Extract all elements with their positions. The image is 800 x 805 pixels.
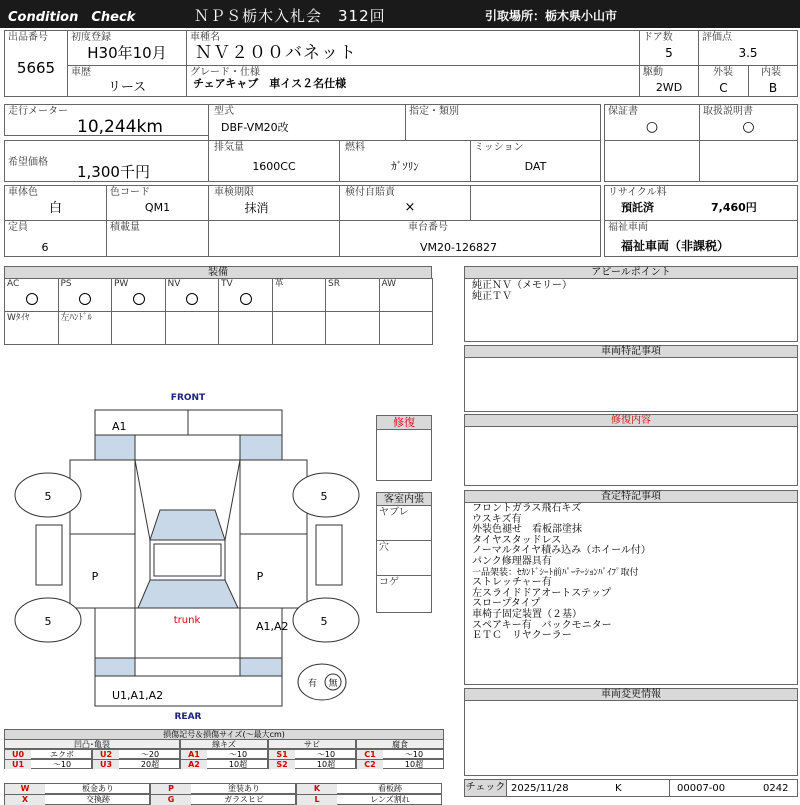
check-divider — [669, 780, 670, 796]
blank-box-1 — [604, 140, 700, 182]
repair-content-box — [464, 426, 798, 486]
reg-label: 初度登録 — [71, 32, 111, 43]
ext-label: 外装 — [713, 67, 733, 78]
grade-box — [186, 65, 640, 97]
repair-header: 修復 — [376, 415, 432, 430]
score-value: 3.5 — [738, 46, 758, 60]
equip-nv — [165, 278, 220, 312]
int-value: B — [768, 81, 778, 95]
name-label: 車種名 — [190, 32, 220, 43]
model-label: 型式 — [214, 106, 234, 117]
model-value: DBF-VM20改 — [221, 121, 289, 134]
mission-label: ミッション — [474, 142, 524, 153]
chassis-value: VM20-126827 — [420, 241, 497, 254]
displacement-label: 排気量 — [214, 142, 244, 153]
fuel-box — [339, 140, 471, 182]
mark-wheel-fr: 5 — [320, 490, 328, 503]
mark-a1-front: A1 — [112, 420, 127, 433]
header-bar — [0, 0, 800, 28]
int-label: 内装 — [761, 67, 781, 78]
warranty-box — [604, 104, 700, 141]
equip-key: TV — [221, 279, 233, 289]
equip-extra-cell — [165, 311, 220, 345]
legend-meaning: 10超 — [316, 760, 336, 769]
displacement-value: 1600CC — [252, 160, 296, 173]
equip-extra-key: Wﾀｲﾔ — [7, 313, 30, 323]
interior-header: 客室内張 — [376, 492, 432, 506]
history-box — [67, 65, 187, 97]
colorcode-label: 色コード — [110, 187, 150, 198]
ext-value: C — [719, 81, 728, 95]
first-registration: H30年10月 — [87, 44, 167, 62]
mission-value: DAT — [524, 160, 547, 173]
pickup-location: 引取場所：栃木県小山市 — [485, 9, 618, 23]
lot-number: 5665 — [16, 59, 56, 77]
legend-meaning: 板金あり — [82, 784, 114, 793]
right-mirror — [316, 525, 342, 585]
legend-code: U3 — [93, 760, 119, 769]
equip-革 — [272, 278, 327, 312]
legend-meaning: 10超 — [228, 760, 248, 769]
legend-code: X — [5, 795, 45, 805]
blank-box-3 — [470, 185, 601, 221]
appeal-header: アピールポイント — [464, 266, 798, 279]
legend-code: K — [297, 784, 337, 794]
equip-sr — [325, 278, 380, 312]
grade-value: チェアキャブ 車イス２名仕様 — [193, 77, 347, 90]
price-value: 1,300千円 — [77, 163, 150, 181]
inspection-box — [208, 185, 340, 221]
int-box — [748, 65, 798, 97]
legend-meaning: 交換跡 — [86, 795, 110, 804]
chassis-box — [339, 220, 601, 257]
equip-key: PS — [60, 279, 72, 289]
equip-extra-cell — [218, 311, 273, 345]
car-name: ＮＶ２００バネット — [195, 43, 357, 63]
equip-ac — [4, 278, 59, 312]
mileage-value: 10,244km — [77, 117, 163, 137]
legend-code: S2 — [269, 760, 295, 769]
legend-cell — [180, 749, 268, 759]
check-number: 00007-00 — [677, 783, 726, 794]
inspection-line: 車椅子固定装置（２基） — [472, 608, 582, 620]
price-label: 希望価格 — [8, 157, 48, 168]
liability-value: × — [404, 200, 416, 215]
legend-meaning: ～10 — [52, 760, 72, 769]
welfare-value: 福祉車両（非課税） — [621, 239, 730, 253]
interior-burn-box — [376, 575, 432, 613]
capacity-value: 6 — [41, 241, 49, 254]
trunk-label: trunk — [173, 615, 201, 626]
chassis-label: 車台番号 — [408, 222, 448, 233]
legend-table — [4, 739, 444, 805]
legend-meaning: ～10 — [316, 750, 336, 759]
recycle-box — [604, 185, 798, 221]
legend-cell — [180, 759, 268, 769]
ext-box — [698, 65, 749, 97]
equip-ps — [58, 278, 113, 312]
legend-meaning: ～20 — [140, 750, 160, 759]
equip-extra-key: 左ﾊﾝﾄﾞﾙ — [60, 313, 93, 323]
legend-code: W — [5, 784, 45, 794]
legend-meaning: 20超 — [140, 760, 160, 769]
score-label: 評価点 — [702, 32, 732, 43]
equip-on-mark — [79, 293, 91, 305]
colorcode-value: QM1 — [144, 201, 171, 214]
manual-value: ○ — [742, 119, 755, 135]
equip-extra-cell — [58, 311, 113, 345]
model-box — [208, 104, 406, 141]
displacement-box — [208, 140, 340, 182]
grade-label: グレード・仕様 — [190, 67, 260, 78]
equip-extra-cell — [272, 311, 327, 345]
equip-extra-cell — [4, 311, 59, 345]
welfare-box — [604, 220, 798, 257]
doors-box — [639, 30, 699, 66]
legend-code: P — [151, 784, 191, 794]
legend-cell — [92, 759, 180, 769]
special-box — [464, 357, 798, 412]
legend-code-cell — [150, 783, 296, 794]
load-label: 積載量 — [110, 222, 140, 233]
legend-cell — [268, 749, 356, 759]
mark-wheel-fl: 5 — [44, 490, 52, 503]
inspection-line: ＥＴＣ リヤクーラー — [472, 630, 572, 642]
change-box — [464, 700, 798, 776]
welfare-label: 福祉車両 — [608, 222, 648, 233]
legend-cell — [4, 749, 92, 759]
legend-meaning: レンズ割れ — [370, 795, 410, 804]
mark-p-left: P — [91, 570, 99, 583]
mark-a1a2-right: A1,A2 — [256, 620, 289, 633]
mark-bottom: U1,A1,A2 — [112, 689, 164, 702]
drive-value: 2WD — [655, 81, 683, 94]
legend-cell — [356, 749, 444, 759]
brand-title: Condition Check — [8, 10, 136, 25]
equip-on-mark — [240, 293, 252, 305]
interior-hole-box — [376, 540, 432, 576]
equip-key: 革 — [274, 279, 284, 289]
check-number-2: 0242 — [763, 783, 789, 794]
left-mirror — [36, 525, 62, 585]
check-code: K — [615, 783, 622, 794]
equip-key: PW — [114, 279, 129, 289]
drive-label: 駆動 — [643, 67, 663, 78]
history-value: リース — [107, 80, 147, 95]
equip-aw — [379, 278, 434, 312]
warranty-value: ○ — [645, 119, 659, 135]
legend-code: G — [151, 795, 191, 805]
legend-group: 腐食 — [356, 739, 444, 749]
legend-cell — [92, 749, 180, 759]
legend-code: C2 — [357, 760, 383, 769]
legend-code: U1 — [5, 760, 31, 769]
load-box — [106, 220, 209, 257]
equip-key: NV — [167, 279, 181, 289]
inspection-line: 一品架装：ｾｶﾝﾄﾞｼｰﾄ前ﾊﾟｰﾃｰｼｮﾝﾊﾟｲﾌﾟ取付 — [472, 567, 639, 578]
appeal-line: 純正ＴＶ — [472, 291, 512, 302]
mark-wheel-rr: 5 — [320, 615, 328, 628]
mark-has: 有 — [307, 679, 317, 689]
legend-code-cell — [4, 783, 150, 794]
history-label: 車歴 — [71, 67, 91, 78]
manual-box — [699, 104, 798, 141]
interior-tear-box — [376, 505, 432, 541]
legend-meaning: ～10 — [404, 750, 424, 759]
repair-content-header: 修復内容 — [464, 414, 798, 427]
legend-code: U0 — [5, 750, 31, 759]
inspection-line: 外装色褪せ 看板部塗抹 — [472, 524, 582, 536]
legend-title: 損傷記号＆損傷サイズ(～最大cm) — [4, 729, 444, 740]
doors-label: ドア数 — [643, 32, 673, 43]
special-header: 車両特記事項 — [464, 345, 798, 358]
interior-burn: コゲ — [379, 577, 399, 588]
check-label: チェック — [465, 780, 507, 796]
mileage-box — [4, 104, 209, 136]
lot-box — [4, 30, 68, 97]
equipment-grid — [4, 278, 432, 346]
inspection-lines — [472, 504, 651, 642]
equip-on-mark — [26, 293, 38, 305]
price-box — [4, 140, 209, 182]
auction-title: ＮＰＳ栃木入札会 312回 — [194, 7, 386, 25]
equip-extra-cell — [379, 311, 434, 345]
inspection-line: ウスキズ有 — [472, 513, 522, 525]
check-date: 2025/11/28 — [511, 783, 569, 794]
legend-meaning: エクボ — [50, 750, 74, 759]
reg-box — [67, 30, 187, 66]
inspection-label: 車検期限 — [214, 187, 254, 198]
recycle-amount: 7,460円 — [711, 201, 757, 214]
inspection-line: スロープタイプ — [472, 598, 541, 610]
legend-code-cell — [296, 783, 442, 794]
equip-key: AC — [7, 279, 20, 289]
legend-group: サビ — [268, 739, 356, 749]
rear-label: REAR — [174, 712, 202, 722]
equip-key: SR — [328, 279, 340, 289]
inspection-box — [464, 502, 798, 685]
legend-code: A2 — [181, 760, 207, 769]
inspection-line: 左スライドドアオートステップ — [472, 587, 611, 599]
spare-wheel — [298, 664, 346, 700]
legend-code: U2 — [93, 750, 119, 759]
inspection-line: タイヤスタッドレス — [472, 534, 562, 546]
interior-tear: ヤブレ — [379, 507, 409, 518]
equip-key: AW — [381, 279, 397, 289]
legend-cell — [268, 759, 356, 769]
liability-box — [339, 185, 471, 221]
score-box — [698, 30, 798, 66]
liability-label: 検付自賠責 — [345, 187, 395, 198]
recycle-label: リサイクル料 — [608, 187, 667, 198]
lot-label: 出品番号 — [8, 32, 48, 43]
equip-on-mark — [186, 293, 198, 305]
mark-none: 無 — [328, 679, 338, 689]
mileage-label: 走行メーター — [8, 106, 68, 117]
capacity-box — [4, 220, 107, 257]
capacity-label: 定員 — [8, 222, 28, 233]
legend-code: S1 — [269, 750, 295, 759]
interior-hole: 穴 — [379, 542, 389, 553]
legend-group: 線キズ — [180, 739, 268, 749]
legend-code: L — [297, 795, 337, 805]
change-header: 車両変更情報 — [464, 688, 798, 701]
legend-meaning: 10超 — [404, 760, 424, 769]
appeal-box — [464, 278, 798, 342]
fuel-label: 燃料 — [345, 142, 365, 153]
legend-meaning: ガラスヒビ — [224, 795, 264, 804]
legend-code: A1 — [181, 750, 207, 759]
appeal-lines — [472, 280, 572, 302]
appeal-line: 純正ＮＶ（メモリー） — [472, 280, 572, 291]
designation-label: 指定・類別 — [409, 106, 459, 117]
doors-value: 5 — [665, 46, 673, 60]
color-label: 車体色 — [8, 187, 38, 198]
inspection-line: ストレッチャー有 — [472, 577, 552, 589]
legend-cell — [356, 759, 444, 769]
warranty-label: 保証書 — [608, 106, 638, 117]
legend-meaning: 看板跡 — [378, 784, 402, 793]
color-value: 白 — [48, 201, 62, 216]
inspection-header: 査定特記事項 — [464, 490, 798, 503]
legend-meaning: 塗装あり — [228, 784, 260, 793]
equip-extra-cell — [111, 311, 166, 345]
manual-label: 取扱説明書 — [703, 106, 753, 117]
legend-group: 凹凸･亀裂 — [4, 739, 180, 749]
legend-code: C1 — [357, 750, 383, 759]
recycle-status: 預託済 — [621, 201, 654, 214]
equip-pw — [111, 278, 166, 312]
inspection-line: スペアキー有 バックモニター — [472, 619, 612, 631]
name-box — [186, 30, 640, 66]
legend-meaning: ～10 — [228, 750, 248, 759]
equip-extra-cell — [325, 311, 380, 345]
front-label: FRONT — [170, 393, 206, 403]
repair-box — [376, 429, 432, 481]
mark-wheel-rl: 5 — [44, 615, 52, 628]
equip-on-mark — [133, 293, 145, 305]
check-row — [464, 779, 798, 797]
mark-p-right: P — [256, 570, 264, 583]
mission-box — [470, 140, 601, 182]
drive-box — [639, 65, 699, 97]
legend-cell — [4, 759, 92, 769]
colorcode-box — [106, 185, 209, 221]
fuel-value: ｶﾞｿﾘﾝ — [391, 160, 419, 173]
inspection-value: 抹消 — [244, 201, 269, 215]
equip-tv — [218, 278, 273, 312]
designation-box — [405, 104, 601, 141]
blank-box-4 — [208, 220, 340, 257]
equipment-header: 装備 — [4, 266, 432, 279]
inspection-line: パンク修理器具有 — [472, 555, 552, 567]
inspection-line: フロントガラス飛石キズ — [472, 503, 582, 514]
color-box — [4, 185, 107, 221]
blank-box-2 — [699, 140, 798, 182]
inspection-line: ノーマルタイヤ積み込み（ホイール付） — [472, 545, 651, 557]
